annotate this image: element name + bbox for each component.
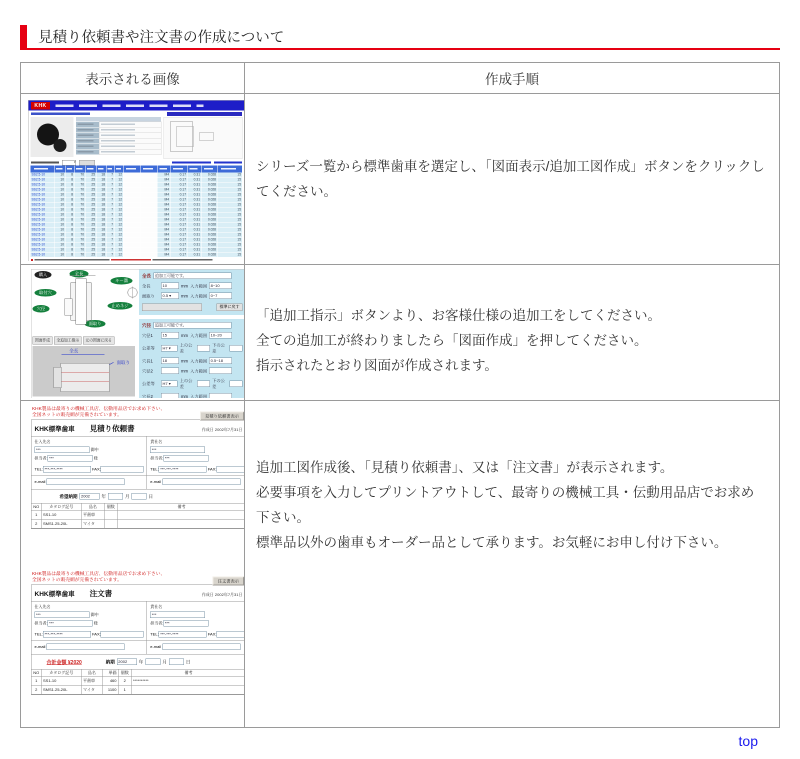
quote-item-table [32,504,246,529]
catalog-footnotes [29,258,245,262]
mount-hole-button: 取付穴 [35,289,57,297]
column-header-steps: 作成手順 [245,63,779,94]
step-text-2-line1: 「追加工指示」ボタンより、お客様仕様の追加工をしてください。 [256,308,661,323]
step-text-3-line2: 必要事項を入力してプリントアウトして、最寄りの機械工具・伝動用品店でお求め下さい。 [256,485,755,525]
page-size-select: ▾ [62,160,76,166]
step-text-1: シリーズ一覧から標準歯車を選定し、「図面表示/追加工図作成」ボタンをクリックしてください。 [256,159,765,199]
table-row: SS2.5-10 10 8 70 25 18 7 12 M4 0.17 0.31 0.028 15 [31,243,241,247]
step-text-2-line3: 指示されたとおり図面が作成されます。 [256,358,498,373]
length-button: 全長 [70,270,89,278]
chamfer-button: 面取り [85,320,106,328]
table-row: 2 SMS1.25-20L マイタ 1100 1 [32,686,246,695]
panel-row: 穴径1 15 mm 入力範囲 10~20 [142,332,243,339]
catalog-nav-bar [29,101,245,111]
gear-step [65,299,73,316]
table-row: SS2.5-10 10 8 70 25 18 7 12 M4 0.17 0.31 0.028 15 [31,183,241,187]
page-header [20,25,284,48]
order-form-title: 注文書 [89,589,113,598]
reset-drawing-button: 元の図面に戻る [83,337,114,345]
supplier-label: 仕入先名 [34,439,51,444]
khk-logo: KHK [31,102,50,110]
step-cell-1 [245,94,779,265]
table-row: SS2.5-10 10 8 70 25 18 7 12 M4 0.17 0.31 0.028 15 [31,193,241,197]
gear-drawing-box [164,117,243,159]
table-row: SS2.5-10 10 8 70 25 18 7 12 M4 0.17 0.31 0.028 15 [31,173,241,177]
total-amount: 合計金額 ¥2020 [46,660,82,666]
step-text-3-line3: 標準品以外の歯車もオーダー品として承ります。お気軽にお申し付け下さい。 [256,535,728,550]
table-row: NO カタログ記号 品名 単価 個数 備考 [32,670,246,677]
table-row: SS2.5-10 10 8 70 25 18 7 12 M4 0.17 0.31 0.028 15 [31,228,241,232]
catalog-content [29,117,245,160]
panel-row: 穴径2 mm 入力範囲 [142,368,243,375]
form-brand: KHK標準歯車 [34,590,75,598]
table-row: SS2.5-10 10 8 70 25 18 7 12 M4 0.17 0.31 0.028 15 [31,238,241,242]
length-dim-label: 全長 [69,348,79,354]
table-row: 1 SS1-10 平歯車 460 2 ********** [32,677,246,686]
purchase-button: 購入 [35,271,52,279]
table-row: SS2.5-10 10 8 70 25 18 7 12 M4 0.17 0.31 0.028 15 [31,208,241,212]
bore-panel-title: 穴径 [142,323,152,328]
form-brand: KHK標準歯車 [34,425,75,433]
gear-product-photo [31,117,74,157]
keyway-detail-circle [128,288,138,298]
order-item-table [32,670,246,695]
gear-hub [76,279,87,325]
company-label: 貴社名 [150,439,163,444]
top-link[interactable]: top [738,733,758,749]
panel-row: 公差等 H7 ▾ 上の公差 下の公差 [142,342,243,354]
procedure-table [20,62,780,728]
table-row: 2 SMS1.25-20L マイタ [32,520,246,529]
image-cell-1 [21,94,245,265]
all-machining-button: 全追加工指示 [54,337,82,345]
machining-panels [139,270,245,399]
quote-form-title: 見積り依頼書 [89,424,135,433]
delivery-label: 希望納期 [59,494,78,499]
step-text-2-line2: 全ての追加工が終わりましたら「図面作成」を押してください。 [256,333,648,348]
table-row: SS2.5-10 10 8 70 25 18 7 12 M4 0.17 0.31 0.028 15 [31,223,241,227]
panel-long-button [142,304,202,312]
table-row: SS2.5-10 10 8 70 25 18 7 12 M4 0.17 0.31 0.028 15 [31,203,241,207]
table-row: SS2.5-10 10 8 70 25 18 7 12 M4 0.17 0.31 0.028 15 [31,253,241,257]
table-row: SS2.5-10 10 8 70 25 18 7 12 M4 0.17 0.31 0.028 15 [31,218,241,222]
show-quote-button: 見積り依頼書表示 [200,412,244,421]
column-header-images: 表示される画像 [21,63,245,94]
bore-button: 穴径 [33,305,50,313]
bore-panel-status: 追加工可能です。 [154,322,232,329]
table-row: SS2.5-10 10 8 70 25 18 7 12 M4 0.17 0.31 0.028 15 [31,248,241,252]
form-date: 作成日 2002年7月31日 [201,427,243,432]
bore-panel [139,319,245,398]
order-form-screenshot: KHK製品は最寄りの機械工具店、伝動用品店でお求め下さい、 全国ネットの販売網が完備されています。 注文書表示 KHK標準歯車 注文書 作成日 2002年7月31日 仕入先名 *** 御中 担当者: *** 様 TEL: ***-***-**** FAX: e-mail 貴社名 *** 担当者: *** TEL: ***-***-**** FAX: e-mail 合計金額 ¥2020 納期 2002 年 月 日 NO カタログ記号 品名 単価 個数 備考 1 SS1-10 平歯車 460 2 ********** 2 SMS1.25-20L マイタ 1100 1 [31,570,245,726]
panel-row: 穴長1 18 mm 入力範囲 0.5~18 [142,358,243,365]
table-row: SS2.5-10 10 8 70 25 18 7 12 M4 0.17 0.31 0.028 15 [31,213,241,217]
length-panel-status: 追加工可能です。 [154,273,232,280]
title-underline [20,48,780,50]
quote-form-screenshot: KHK製品は最寄りの機械工具店、伝動用品店でお求め下さい、 全国ネットの販売網が完備されています。 見積り依頼書表示 KHK標準歯車 見積り依頼書 作成日 2002年7月31日 仕入先名 *** 御中 担当者: *** 様 TEL: ***-***-**** FAX: e-mail 貴社名 *** 担当者: *** TEL: ***-***-**** FAX: e-mail 希望納期 2002 年 月 日 NO カタログ記号 品名 個数 備考 1 SS1-10 平歯車 2 SMS1.25-20L マイタ [31,405,245,563]
config-screenshot [31,269,245,398]
panel-row: 面取り 0.5 ▾ mm 入力範囲 0~7 [142,293,243,300]
step-text-3-line1: 追加工図作成後、「見積り依頼書」、又は「注文書」が表示されます。 [256,460,674,475]
keyway-button: キー溝 [111,277,133,285]
catalog-table-rows [31,173,243,258]
create-drawing-button: 図面作成 [33,337,53,345]
spec-table [76,117,161,159]
length-panel [139,270,245,316]
length-panel-title: 全長 [142,273,152,279]
panel-row: 公差等 H7 ▾ 上の公差 下の公差 [142,378,243,390]
panel-row: 穴長2 mm 入力範囲 [142,393,243,398]
setscrew-button: 止めネジ [108,302,133,310]
image-cell-3 [21,401,245,727]
table-row: 1 SS1-10 平歯車 [32,511,246,520]
table-row: SS2.5-10 10 8 70 25 18 7 12 M4 0.17 0.31 0.028 15 [31,178,241,182]
show-order-button: 注文書表示 [213,577,244,586]
catalog-screenshot [28,100,245,261]
step-cell-2 [245,265,779,401]
bore-panel-rows [142,332,243,398]
catalog-subheader [29,111,245,117]
step-cell-3 [245,401,779,727]
search-button [79,160,95,166]
page-title: 見積り依頼書や注文書の作成について [38,30,285,46]
table-row: SS2.5-10 10 8 70 25 18 7 12 M4 0.17 0.31 0.028 15 [31,233,241,237]
drawing-preview-box [33,346,136,397]
reset-standard-button: 標準に戻す [217,304,243,312]
chamfer-dim-label: 面取り [116,360,130,365]
dealer-notice: KHK製品は最寄りの機械工具店、伝動用品店でお求め下さい、 全国ネットの販売網が完備されています。 [32,406,166,418]
table-row: SS2.5-10 10 8 70 25 18 7 12 M4 0.17 0.31 0.028 15 [31,198,241,202]
catalog-table-header [31,166,243,173]
delivery-label: 納期 [105,659,115,665]
table-row: SS2.5-10 10 8 70 25 18 7 12 M4 0.17 0.31 0.028 15 [31,188,241,192]
table-row: NO カタログ記号 品名 個数 備考 [32,504,246,511]
red-accent-bar [20,25,27,48]
drawing-action-buttons [33,337,115,345]
image-cell-2 [21,265,245,401]
length-panel-rows [142,283,243,300]
dealer-notice: KHK製品は最寄りの機械工具店、伝動用品店でお求め下さい、 全国ネットの販売網が完備されています。 [32,571,166,583]
panel-row: 全長 10 mm 入力範囲 8~10 [142,283,243,290]
series-data-table [31,166,243,258]
form-date: 作成日 2002年7月31日 [201,592,243,597]
